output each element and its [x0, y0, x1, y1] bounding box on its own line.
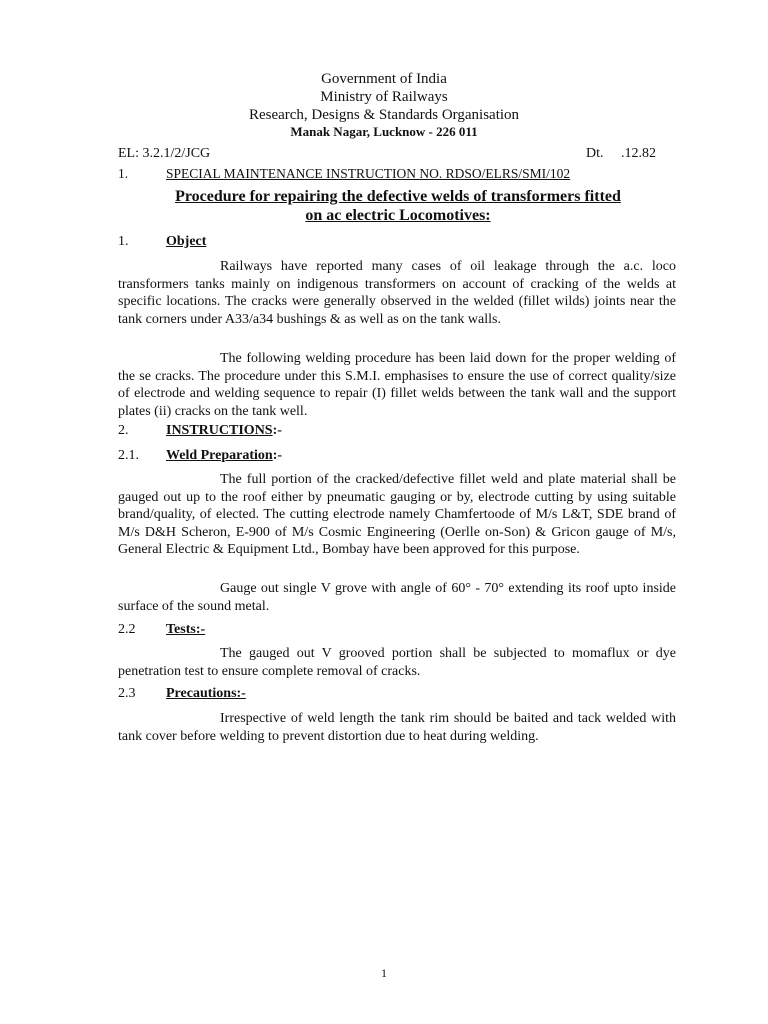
object-paragraph-2: The following welding procedure has been laid down for the proper welding of the se cracks. The procedure under this S.M.I. emphasises to ensure the use of correct quality/size of electrode and welding sequence to repair (I) fillet welds between the tank wall and the support plates (ii) cracks on the tank well.: [118, 351, 676, 419]
section-title: Tests:-: [166, 622, 206, 637]
section-title-text: Weld Preparation: [166, 448, 273, 463]
section-number: 2.3: [118, 686, 136, 701]
section-title-suffix: :-: [272, 423, 282, 438]
section-title: [166, 423, 282, 439]
object-paragraph-1: Railways have reported many cases of oil leakage through the a.c. loco transformers tanks mainly on indigenous transformers on account of cracking of the welds at specific locations. The cracks were generally observed in the welded (fillet wilds) joints near the tank corners under A33/a34 bushings & as well as on the tank walls.: [118, 259, 676, 327]
smi-text: SPECIAL MAINTENANCE INSTRUCTION NO. RDSO/ELRS/SMI/102: [166, 166, 571, 181]
precautions-paragraph-1: Irrespective of weld length the tank rim should be baited and tack welded with tank cover before welding to prevent distortion due to heat during welding.: [118, 711, 676, 744]
section-title: Object: [166, 234, 207, 249]
section-number: 2.1.: [118, 448, 139, 463]
reference-number: EL: 3.2.1/2/JCG: [118, 146, 211, 161]
header-organisation: Research, Designs & Standards Organisation: [248, 107, 520, 123]
reference-line: [118, 146, 658, 164]
weld-preparation-paragraph-1: The full portion of the cracked/defective fillet weld and plate material shall be gauged out up to the roof either by pneumatic gauging or by, electrode cutting by using suitable brand/quality, of elected. The cutting electrode namely Chamfertoode of M/s L&T, SDE brand of M/s D&H Scheron, E-900 of M/s Cosmic Engineering (Oerlle on-Son) & Gricon gauge of M/s, General Electric & Equipment Ltd., Bombay have been approved for this purpose.: [118, 472, 676, 557]
header-government: Government of India: [321, 71, 447, 87]
section-title: [166, 448, 282, 464]
section-number: 2.2: [118, 622, 136, 637]
title-line-1: Procedure for repairing the defective welds of transformers fitted: [175, 188, 621, 205]
header-address: Manak Nagar, Lucknow - 226 011: [290, 124, 478, 139]
section-number: 1.: [118, 234, 129, 249]
reference-date: Dt. .12.82: [586, 146, 656, 161]
header-ministry: Ministry of Railways: [320, 89, 448, 105]
section-title: Precautions:-: [166, 686, 246, 701]
section-number: 2.: [118, 423, 129, 438]
page-number: 1: [381, 966, 387, 980]
weld-preparation-paragraph-2: Gauge out single V grove with angle of 60° - 70° extending its roof upto inside surface of the sound metal.: [118, 581, 676, 614]
section-title-text: INSTRUCTIONS: [166, 423, 273, 438]
document-title: [118, 187, 678, 225]
section-title-suffix: :-: [272, 448, 283, 463]
title-line-2: on ac electric Locomotives:: [305, 207, 491, 224]
smi-number: 1.: [118, 166, 129, 181]
tests-paragraph-1: The gauged out V grooved portion shall be subjected to momaflux or dye penetration test to ensure complete removal of cracks.: [118, 646, 676, 679]
